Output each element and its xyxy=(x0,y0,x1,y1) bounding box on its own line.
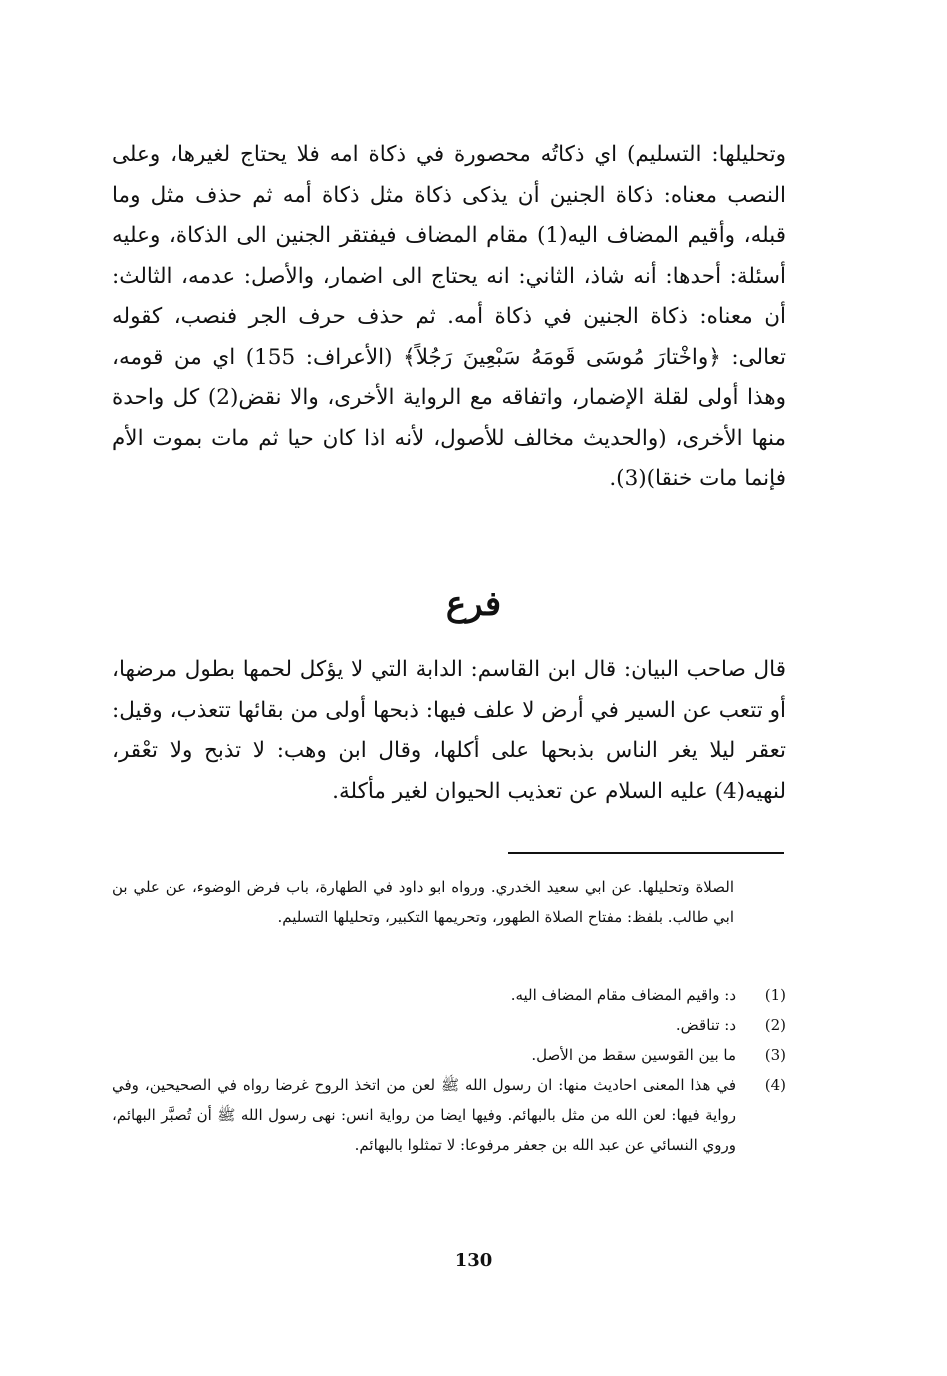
main-paragraph-2 xyxy=(112,650,786,812)
footnote-list xyxy=(112,980,786,1160)
footnote-item xyxy=(112,980,786,1010)
main-paragraph-1 xyxy=(112,135,786,500)
paragraph-text: قال صاحب البيان: قال ابن القاسم: الدابة التي لا يؤكل لحمها بطول مرضها، أو تتعب عن السير في أرض لا علف فيها: ذبحها أولى من بقائها تتعذب، وقيل: تعقر ليلا يغر الناس بذبحها على أكلها، وقال ابن وهب: لا تذبح ولا تعْقر، لنهيه(4) عليه السلام عن تعذيب الحيوان لغير مأكلة. xyxy=(112,657,786,804)
page-number: 130 xyxy=(454,1250,493,1271)
footnote-item xyxy=(112,1010,786,1040)
footnote-number: (4) xyxy=(764,1076,786,1094)
footnote-number: (2) xyxy=(764,1016,786,1034)
section-heading: فرع xyxy=(445,584,502,624)
footnote-text: د: تناقض. xyxy=(675,1016,736,1034)
footnote-item xyxy=(112,1040,786,1070)
footnote-divider xyxy=(508,852,784,854)
footnote-text: د: واقيم المضاف مقام المضاف اليه. xyxy=(510,986,736,1004)
footnote-item xyxy=(112,1070,786,1160)
footnote-text: في هذا المعنى احاديث منها: ان رسول الله ﷺ لعن من اتخذ الروح غرضا رواه في الصحيحين، وفي رواية فيها: لعن الله من مثل بالبهائم. وفيها ايضا من رواية انس: نهى رسول الله ﷺ أن تُصبَّر البهائم، وروي النسائي عن عبد الله بن جعفر مرفوعا: لا تمثلوا بالبهائم. xyxy=(112,1076,736,1154)
footnote-text: ما بين القوسين سقط من الأصل. xyxy=(531,1046,736,1064)
paragraph-text: وتحليلها: التسليم) اي ذكاتُه محصورة في ذكاة امه فلا يحتاج لغيرها، وعلى النصب معناه: ذكاة الجنين أن يذكى ذكاة مثل ذكاة أمه ثم حذف مثل وما قبله، وأقيم المضاف اليه(1) مقام المضاف فيفتقر الجنين الى الذكاة، وعليه أسئلة: أحدها: أنه شاذ، الثاني: انه يحتاج الى اضمار، والأصل: عدمه، الثالث: أن معناه: ذكاة الجنين في ذكاة أمه. ثم حذف حرف الجر فنصب، كقوله تعالى: ﴿واخْتارَ مُوسَى قَومَهُ سَبْعِينَ رَجُلاً﴾ (الأعراف: 155) اي من قومه، وهذا أولى لقلة الإضمار، واتفاقه مع الرواية الأخرى، والا نقض(2) كل واحدة منها الأخرى، (والحديث مخالف للأصول، لأنه اذا كان حيا ثم مات بموت الأم فإنما مات خنقا)(3). xyxy=(112,142,786,491)
footnote-number: (1) xyxy=(764,986,786,1004)
footnote-number: (3) xyxy=(764,1046,786,1064)
footnote-continuation: الصلاة وتحليلها. عن ابي سعيد الخدري. ورواه ابو داود في الطهارة، باب فرض الوضوء، عن علي بن ابي طالب. بلفظ: مفتاح الصلاة الطهور، وتحريمها التكبير، وتحليلها التسليم. xyxy=(112,878,734,926)
